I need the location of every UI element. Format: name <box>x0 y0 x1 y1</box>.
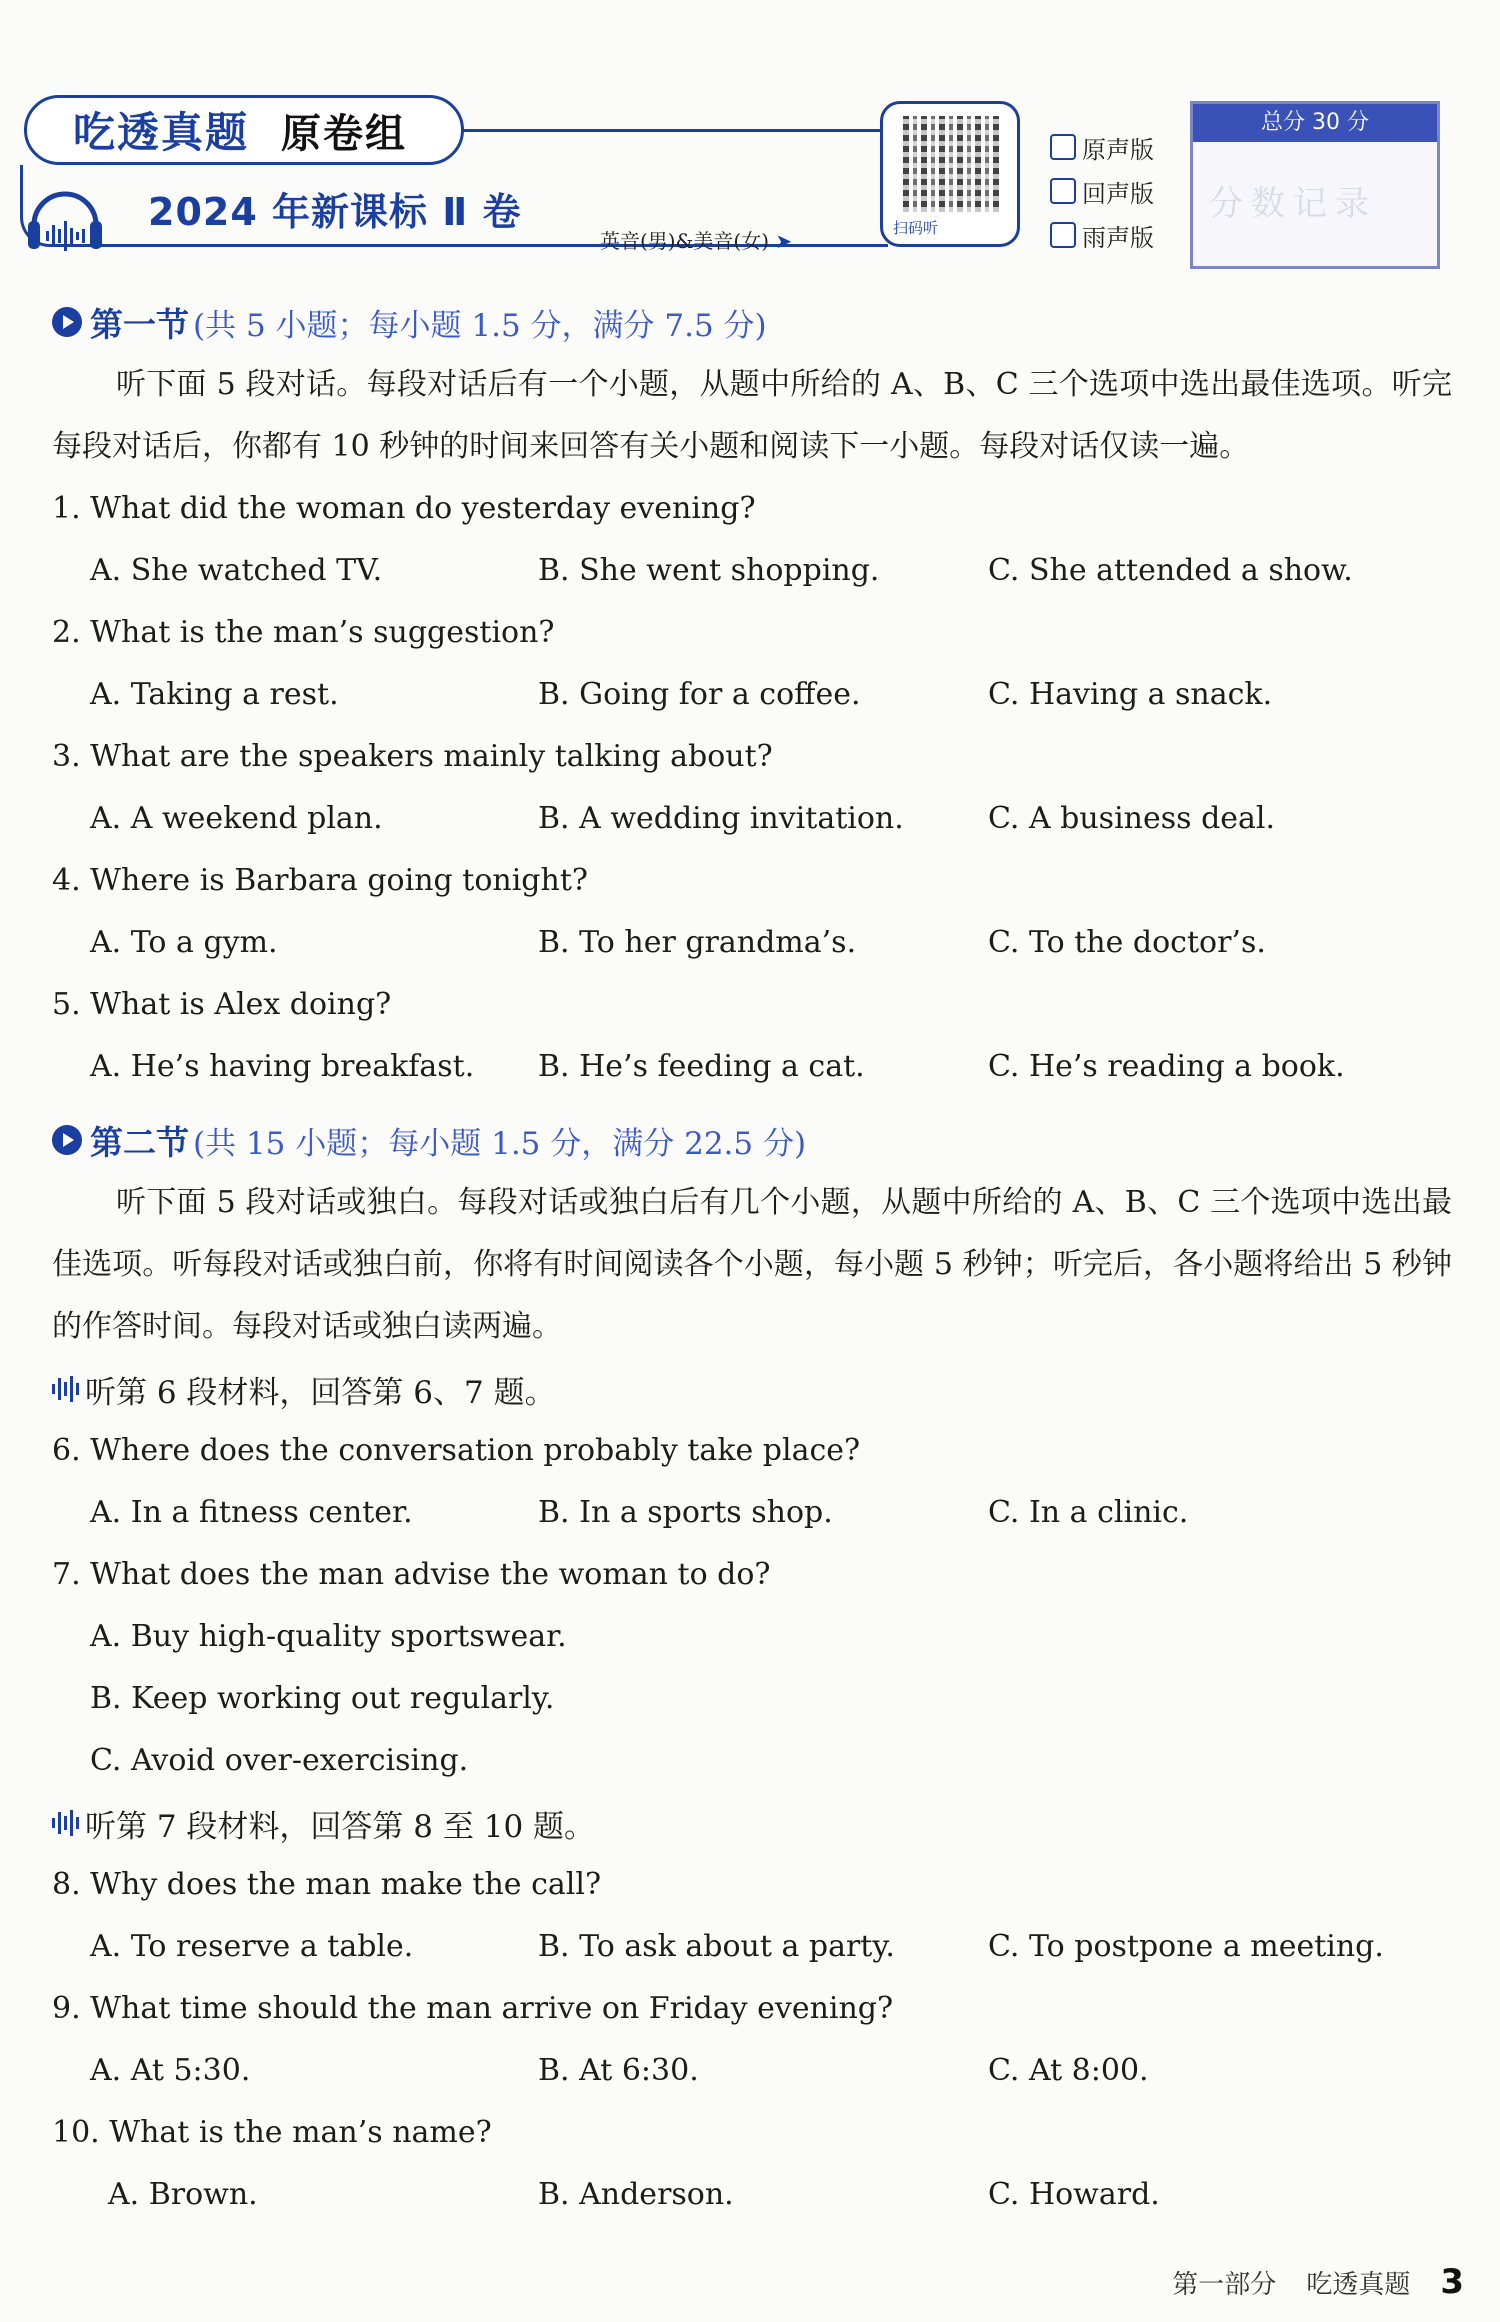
options-row <box>52 2040 1452 2102</box>
option-a[interactable]: A. She watched TV. <box>90 553 383 588</box>
question-text: 5. What is Alex doing? <box>52 987 392 1022</box>
section-title: 第二节 <box>90 1122 189 1162</box>
qr-code-icon[interactable] <box>903 116 999 212</box>
headphones-icon <box>24 173 106 259</box>
material-7-header <box>52 1792 1452 1854</box>
footer-chapter: 吃透真题 <box>1306 2270 1411 2300</box>
title-sub: 原卷组 <box>281 110 408 157</box>
question-5 <box>52 974 1452 1098</box>
option-a[interactable]: A. Taking a rest. <box>90 677 339 712</box>
checkbox[interactable] <box>1050 178 1076 204</box>
option-c[interactable]: C. In a clinic. <box>988 1495 1189 1530</box>
option-c[interactable]: C. A business deal. <box>988 801 1276 836</box>
version-label: 原声版 <box>1082 135 1154 164</box>
audio-version-list <box>1050 125 1154 257</box>
section-meta: (共 5 小题；每小题 1.5 分，满分 7.5 分) <box>193 307 767 344</box>
material-label: 听第 7 段材料，回答第 8 至 10 题。 <box>85 1808 596 1845</box>
question-text: 4. Where is Barbara going tonight? <box>52 863 588 898</box>
section-title: 第一节 <box>90 304 189 344</box>
option-c[interactable]: C. To postpone a meeting. <box>988 1929 1384 1964</box>
option-a[interactable]: A. Buy high-quality sportswear. <box>90 1619 567 1654</box>
question-9 <box>52 1978 1452 2102</box>
question-10 <box>52 2102 1452 2226</box>
option-b[interactable]: B. Keep working out regularly. <box>90 1681 555 1716</box>
option-a[interactable]: A. Brown. <box>108 2177 258 2212</box>
option-c[interactable]: C. At 8:00. <box>988 2053 1149 2088</box>
option-a[interactable]: A. To a gym. <box>90 925 278 960</box>
option-a[interactable]: A. A weekend plan. <box>90 801 383 836</box>
section-2-header <box>52 1108 1452 1172</box>
version-label: 雨声版 <box>1082 223 1154 252</box>
qr-code-frame[interactable] <box>880 101 1020 247</box>
checkbox[interactable] <box>1050 222 1076 248</box>
option-c[interactable]: C. Howard. <box>988 2177 1160 2212</box>
question-text: 2. What is the man’s suggestion? <box>52 615 555 650</box>
play-circle-icon <box>52 307 82 337</box>
score-label: 总分 30 分 <box>1193 104 1437 142</box>
option-a[interactable]: A. He’s having breakfast. <box>90 1049 475 1084</box>
material-label: 听第 6 段材料，回答第 6、7 题。 <box>85 1374 556 1411</box>
option-c[interactable]: C. She attended a show. <box>988 553 1353 588</box>
version-option[interactable] <box>1050 125 1154 169</box>
question-text: 3. What are the speakers mainly talking about? <box>52 739 773 774</box>
options-row <box>52 664 1452 726</box>
question-2 <box>52 602 1452 726</box>
option-b[interactable]: B. She went shopping. <box>538 553 880 588</box>
play-circle-icon <box>52 1125 82 1155</box>
accent-note-text: 英音(男)&美音(女) <box>600 229 770 253</box>
question-4 <box>52 850 1452 974</box>
option-b[interactable]: B. He’s feeding a cat. <box>538 1049 865 1084</box>
option-b[interactable]: B. To her grandma’s. <box>538 925 857 960</box>
option-b[interactable]: B. To ask about a party. <box>538 1929 895 1964</box>
version-label: 回声版 <box>1082 179 1154 208</box>
option-c[interactable]: C. Avoid over-exercising. <box>90 1743 469 1778</box>
section-instructions: 听下面 5 段对话或独白。每段对话或独白后有几个小题，从题中所给的 A、B、C 三个选项中选出最佳选项。听每段对话或独白前，你将有时间阅读各个小题，每小题 5 秒钟；听完后，各小题将给出 5 秒钟的作答时间。每段对话或独白读两遍。 <box>52 1185 1452 1344</box>
version-option[interactable] <box>1050 213 1154 257</box>
option-b[interactable]: B. A wedding invitation. <box>538 801 904 836</box>
exam-content <box>52 290 1452 2226</box>
material-6-header <box>52 1358 1452 1420</box>
section-instructions: 听下面 5 段对话。每段对话后有一个小题，从题中所给的 A、B、C 三个选项中选出最佳选项。听完每段对话后，你都有 10 秒钟的时间来回答有关小题和阅读下一小题。每段对话仅读一遍。 <box>52 367 1452 464</box>
option-c[interactable]: C. Having a snack. <box>988 677 1273 712</box>
footer-part: 第一部分 <box>1172 2270 1277 2300</box>
question-text: 8. Why does the man make the call? <box>52 1867 602 1902</box>
score-placeholder: 分数记录 <box>1209 184 1377 224</box>
options-row <box>52 540 1452 602</box>
section-meta: (共 15 小题；每小题 1.5 分，满分 22.5 分) <box>193 1125 807 1162</box>
options-row <box>52 1916 1452 1978</box>
chevron-right-icon: ➤ <box>775 229 793 253</box>
options-row <box>52 912 1452 974</box>
question-6 <box>52 1420 1452 1544</box>
page-header <box>20 95 1460 285</box>
option-c[interactable]: C. To the doctor’s. <box>988 925 1266 960</box>
options-row <box>52 2164 1452 2226</box>
page-footer <box>1172 2262 1464 2302</box>
option-b[interactable]: B. At 6:30. <box>538 2053 699 2088</box>
option-b[interactable]: B. Going for a coffee. <box>538 677 861 712</box>
option-c[interactable]: C. He’s reading a book. <box>988 1049 1345 1084</box>
question-8 <box>52 1854 1452 1978</box>
option-a[interactable]: A. To reserve a table. <box>90 1929 414 1964</box>
title-tab <box>24 95 464 165</box>
question-text: 7. What does the man advise the woman to do? <box>52 1557 771 1592</box>
sound-wave-icon <box>52 1374 79 1404</box>
exam-title: 2024 年新课标 Ⅱ 卷 <box>148 190 522 234</box>
header-rule <box>460 129 888 132</box>
option-b[interactable]: B. In a sports shop. <box>538 1495 833 1530</box>
question-3 <box>52 726 1452 850</box>
question-7 <box>52 1544 1452 1792</box>
question-text: 9. What time should the man arrive on Friday evening? <box>52 1991 894 2026</box>
sound-wave-icon <box>52 1808 79 1838</box>
option-a[interactable]: A. At 5:30. <box>90 2053 251 2088</box>
page-number: 3 <box>1440 2262 1464 2302</box>
qr-label: 扫码听 <box>893 219 939 237</box>
options-row <box>52 1482 1452 1544</box>
checkbox[interactable] <box>1050 134 1076 160</box>
version-option[interactable] <box>1050 169 1154 213</box>
options-row <box>52 1036 1452 1098</box>
question-1 <box>52 478 1452 602</box>
section-1-header <box>52 290 1452 354</box>
options-row <box>52 788 1452 850</box>
title-main: 吃透真题 <box>73 108 250 157</box>
question-text: 6. Where does the conversation probably take place? <box>52 1433 861 1468</box>
score-box[interactable] <box>1190 101 1440 269</box>
question-text: 10. What is the man’s name? <box>52 2115 492 2150</box>
accent-note <box>600 225 792 254</box>
question-text: 1. What did the woman do yesterday evening? <box>52 491 756 526</box>
option-b[interactable]: B. Anderson. <box>538 2177 734 2212</box>
option-a[interactable]: A. In a fitness center. <box>90 1495 413 1530</box>
